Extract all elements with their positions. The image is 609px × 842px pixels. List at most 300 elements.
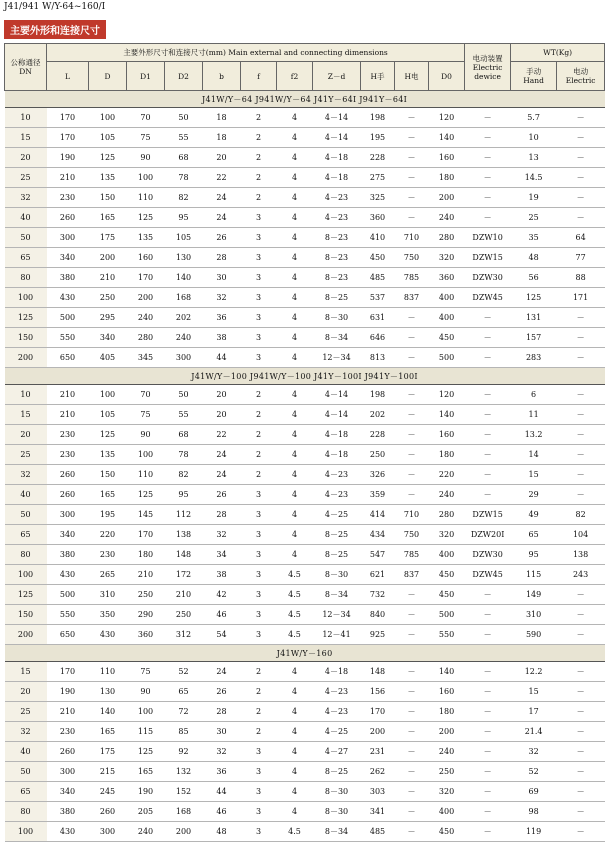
cell-d0: 400	[429, 545, 465, 565]
cell-d: 215	[89, 762, 127, 782]
cell-h-hand: 341	[361, 802, 395, 822]
cell-wt-hand: 11	[511, 405, 557, 425]
table-row	[5, 822, 605, 842]
cell-d: 130	[89, 682, 127, 702]
cell-h-electric: －	[395, 682, 429, 702]
cell-d2: 168	[165, 288, 203, 308]
table-row	[5, 465, 605, 485]
cell-f: 3	[241, 782, 277, 802]
cell-d0: 120	[429, 108, 465, 128]
cell-h-hand: 485	[361, 268, 395, 288]
cell-wt-hand: 21.4	[511, 722, 557, 742]
cell-f2: 4.5	[277, 822, 313, 842]
cell-d: 165	[89, 722, 127, 742]
table-row	[5, 782, 605, 802]
cell-d0: 250	[429, 762, 465, 782]
cell-wt-electric: －	[557, 188, 605, 208]
cell-f: 2	[241, 108, 277, 128]
cell-zd: 4－18	[313, 662, 361, 682]
cell-zd: 8－34	[313, 822, 361, 842]
cell-l: 300	[47, 762, 89, 782]
cell-d: 200	[89, 248, 127, 268]
cell-device: DZW15	[465, 505, 511, 525]
cell-d: 100	[89, 385, 127, 405]
table-row	[5, 268, 605, 288]
cell-d: 110	[89, 662, 127, 682]
cell-wt-electric: 77	[557, 248, 605, 268]
cell-b: 20	[203, 148, 241, 168]
cell-d1: 360	[127, 625, 165, 645]
cell-h-hand: 170	[361, 702, 395, 722]
header-weight-electric	[557, 62, 605, 91]
cell-f2: 4	[277, 268, 313, 288]
cell-dn: 15	[5, 128, 47, 148]
cell-l: 340	[47, 782, 89, 802]
cell-b: 42	[203, 585, 241, 605]
cell-device: －	[465, 585, 511, 605]
cell-f: 3	[241, 625, 277, 645]
cell-h-electric: －	[395, 585, 429, 605]
cell-f2: 4	[277, 128, 313, 148]
cell-zd: 8－25	[313, 288, 361, 308]
cell-device: －	[465, 188, 511, 208]
section-label: 主要外形和连接尺寸	[4, 20, 106, 39]
cell-wt-electric: －	[557, 348, 605, 368]
cell-d2: 240	[165, 328, 203, 348]
table-row	[5, 625, 605, 645]
cell-f2: 4	[277, 228, 313, 248]
cell-b: 28	[203, 702, 241, 722]
cell-dn: 65	[5, 248, 47, 268]
cell-dn: 15	[5, 662, 47, 682]
cell-h-hand: 303	[361, 782, 395, 802]
cell-wt-hand: 283	[511, 348, 557, 368]
table-row	[5, 762, 605, 782]
cell-l: 550	[47, 328, 89, 348]
cell-wt-hand: 52	[511, 762, 557, 782]
cell-d2: 138	[165, 525, 203, 545]
cell-l: 230	[47, 425, 89, 445]
cell-wt-electric: －	[557, 662, 605, 682]
cell-l: 230	[47, 445, 89, 465]
cell-f2: 4	[277, 288, 313, 308]
table-row	[5, 702, 605, 722]
cell-f2: 4	[277, 762, 313, 782]
cell-zd: 8－23	[313, 228, 361, 248]
cell-d1: 75	[127, 128, 165, 148]
cell-h-hand: 410	[361, 228, 395, 248]
cell-wt-electric: 104	[557, 525, 605, 545]
cell-h-hand: 195	[361, 128, 395, 148]
cell-device: －	[465, 625, 511, 645]
cell-d2: 112	[165, 505, 203, 525]
header-device-en2: dewice	[474, 71, 501, 81]
table-row	[5, 525, 605, 545]
cell-d2: 52	[165, 662, 203, 682]
cell-wt-electric: －	[557, 682, 605, 702]
cell-wt-electric: 82	[557, 505, 605, 525]
cell-d0: 450	[429, 585, 465, 605]
cell-h-electric: －	[395, 168, 429, 188]
cell-dn: 80	[5, 545, 47, 565]
cell-d1: 170	[127, 525, 165, 545]
cell-device: －	[465, 722, 511, 742]
cell-d: 250	[89, 288, 127, 308]
cell-l: 380	[47, 545, 89, 565]
group-row	[5, 91, 605, 108]
header-col-d1: D1	[127, 62, 165, 91]
cell-wt-hand: 6	[511, 385, 557, 405]
cell-f2: 4	[277, 108, 313, 128]
cell-device: －	[465, 128, 511, 148]
cell-wt-electric: 88	[557, 268, 605, 288]
cell-h-electric: 837	[395, 288, 429, 308]
cell-f2: 4.5	[277, 565, 313, 585]
cell-h-electric: －	[395, 445, 429, 465]
cell-h-hand: 646	[361, 328, 395, 348]
cell-b: 34	[203, 545, 241, 565]
header-weight-group: WT(Kg)	[511, 44, 605, 62]
cell-wt-electric: 138	[557, 545, 605, 565]
cell-l: 500	[47, 585, 89, 605]
cell-device: －	[465, 148, 511, 168]
cell-wt-hand: 157	[511, 328, 557, 348]
cell-h-electric: 710	[395, 505, 429, 525]
cell-wt-hand: 310	[511, 605, 557, 625]
cell-h-electric: －	[395, 328, 429, 348]
cell-wt-hand: 48	[511, 248, 557, 268]
cell-b: 18	[203, 128, 241, 148]
cell-h-hand: 450	[361, 248, 395, 268]
cell-b: 20	[203, 385, 241, 405]
header-dn-zh: 公称通径	[10, 58, 41, 67]
cell-h-hand: 325	[361, 188, 395, 208]
cell-h-hand: 200	[361, 722, 395, 742]
cell-h-electric: －	[395, 722, 429, 742]
cell-h-electric: 785	[395, 268, 429, 288]
cell-dn: 100	[5, 565, 47, 585]
cell-device: DZW10	[465, 228, 511, 248]
cell-zd: 4－23	[313, 682, 361, 702]
cell-d0: 180	[429, 168, 465, 188]
cell-d2: 50	[165, 108, 203, 128]
cell-d2: 78	[165, 168, 203, 188]
cell-h-hand: 732	[361, 585, 395, 605]
cell-dn: 32	[5, 722, 47, 742]
cell-wt-hand: 5.7	[511, 108, 557, 128]
cell-d: 175	[89, 742, 127, 762]
table-row	[5, 168, 605, 188]
cell-wt-hand: 590	[511, 625, 557, 645]
cell-f2: 4	[277, 525, 313, 545]
cell-f: 2	[241, 148, 277, 168]
cell-l: 430	[47, 822, 89, 842]
cell-device: －	[465, 308, 511, 328]
cell-wt-electric: －	[557, 625, 605, 645]
cell-zd: 8－30	[313, 565, 361, 585]
cell-l: 260	[47, 465, 89, 485]
cell-d1: 110	[127, 188, 165, 208]
cell-f: 3	[241, 228, 277, 248]
cell-d2: 68	[165, 148, 203, 168]
cell-h-electric: －	[395, 802, 429, 822]
cell-d1: 75	[127, 662, 165, 682]
cell-d: 140	[89, 702, 127, 722]
cell-h-hand: 250	[361, 445, 395, 465]
cell-device: －	[465, 702, 511, 722]
cell-h-electric: －	[395, 485, 429, 505]
cell-wt-hand: 119	[511, 822, 557, 842]
cell-f2: 4	[277, 405, 313, 425]
cell-d2: 172	[165, 565, 203, 585]
cell-dn: 65	[5, 782, 47, 802]
cell-dn: 20	[5, 425, 47, 445]
cell-f: 3	[241, 545, 277, 565]
cell-device: －	[465, 328, 511, 348]
cell-h-hand: 326	[361, 465, 395, 485]
cell-zd: 4－18	[313, 148, 361, 168]
cell-l: 210	[47, 168, 89, 188]
cell-h-electric: －	[395, 465, 429, 485]
cell-h-hand: 537	[361, 288, 395, 308]
cell-h-hand: 360	[361, 208, 395, 228]
cell-d1: 165	[127, 762, 165, 782]
cell-d2: 312	[165, 625, 203, 645]
cell-h-electric: －	[395, 662, 429, 682]
header-weight-hand	[511, 62, 557, 91]
cell-f2: 4	[277, 308, 313, 328]
cell-dn: 150	[5, 328, 47, 348]
cell-wt-electric: －	[557, 208, 605, 228]
cell-h-electric: 750	[395, 248, 429, 268]
header-electric-en: Electric	[565, 76, 596, 85]
cell-f: 2	[241, 662, 277, 682]
cell-d1: 190	[127, 782, 165, 802]
cell-d1: 75	[127, 405, 165, 425]
cell-h-hand: 198	[361, 385, 395, 405]
cell-d1: 125	[127, 485, 165, 505]
cell-zd: 8－34	[313, 585, 361, 605]
cell-f2: 4	[277, 702, 313, 722]
table-row	[5, 328, 605, 348]
cell-l: 260	[47, 742, 89, 762]
cell-l: 260	[47, 485, 89, 505]
cell-wt-hand: 14	[511, 445, 557, 465]
cell-b: 38	[203, 328, 241, 348]
cell-h-hand: 231	[361, 742, 395, 762]
table-row	[5, 385, 605, 405]
cell-l: 300	[47, 505, 89, 525]
table-row	[5, 188, 605, 208]
cell-f2: 4.5	[277, 625, 313, 645]
cell-f: 3	[241, 288, 277, 308]
header-col-d2: D2	[165, 62, 203, 91]
group-row	[5, 645, 605, 662]
cell-b: 32	[203, 525, 241, 545]
header-col-zd: Z－d	[313, 62, 361, 91]
cell-d1: 180	[127, 545, 165, 565]
cell-d0: 160	[429, 425, 465, 445]
header-electric-zh: 电动	[573, 67, 589, 76]
cell-dn: 100	[5, 288, 47, 308]
cell-l: 210	[47, 405, 89, 425]
cell-zd: 4－25	[313, 505, 361, 525]
cell-device: －	[465, 742, 511, 762]
cell-wt-hand: 29	[511, 485, 557, 505]
table-row	[5, 605, 605, 625]
cell-h-hand: 228	[361, 148, 395, 168]
cell-dn: 20	[5, 148, 47, 168]
cell-d1: 70	[127, 385, 165, 405]
cell-zd: 8－23	[313, 268, 361, 288]
cell-zd: 4－18	[313, 425, 361, 445]
cell-l: 260	[47, 208, 89, 228]
cell-h-electric: －	[395, 405, 429, 425]
cell-d2: 78	[165, 445, 203, 465]
cell-d0: 160	[429, 682, 465, 702]
cell-wt-hand: 98	[511, 802, 557, 822]
cell-b: 24	[203, 445, 241, 465]
cell-f2: 4	[277, 782, 313, 802]
cell-h-hand: 156	[361, 682, 395, 702]
cell-device: －	[465, 605, 511, 625]
cell-h-electric: －	[395, 822, 429, 842]
table-row	[5, 445, 605, 465]
cell-wt-hand: 95	[511, 545, 557, 565]
cell-wt-electric: －	[557, 465, 605, 485]
cell-zd: 4－23	[313, 188, 361, 208]
cell-d2: 50	[165, 385, 203, 405]
cell-d: 210	[89, 268, 127, 288]
cell-f2: 4	[277, 328, 313, 348]
cell-h-electric: －	[395, 108, 429, 128]
cell-device: －	[465, 802, 511, 822]
cell-wt-hand: 10	[511, 128, 557, 148]
cell-device: －	[465, 385, 511, 405]
cell-h-electric: 750	[395, 525, 429, 545]
cell-d2: 140	[165, 268, 203, 288]
cell-b: 32	[203, 742, 241, 762]
cell-device: －	[465, 425, 511, 445]
cell-d: 265	[89, 565, 127, 585]
cell-wt-electric: －	[557, 605, 605, 625]
cell-wt-electric: －	[557, 108, 605, 128]
cell-f: 3	[241, 605, 277, 625]
cell-d: 310	[89, 585, 127, 605]
cell-d: 165	[89, 208, 127, 228]
cell-l: 170	[47, 128, 89, 148]
cell-b: 46	[203, 802, 241, 822]
cell-d: 430	[89, 625, 127, 645]
cell-f2: 4	[277, 248, 313, 268]
cell-b: 48	[203, 822, 241, 842]
table-row	[5, 662, 605, 682]
table-row	[5, 208, 605, 228]
table-row	[5, 682, 605, 702]
header-col-b: b	[203, 62, 241, 91]
header-dn-en: DN	[19, 67, 32, 76]
cell-wt-hand: 25	[511, 208, 557, 228]
cell-d: 125	[89, 148, 127, 168]
cell-zd: 4－14	[313, 128, 361, 148]
cell-device: －	[465, 822, 511, 842]
cell-f2: 4	[277, 545, 313, 565]
cell-f: 2	[241, 445, 277, 465]
cell-d1: 170	[127, 268, 165, 288]
cell-wt-electric: －	[557, 485, 605, 505]
cell-l: 230	[47, 722, 89, 742]
cell-h-electric: －	[395, 425, 429, 445]
cell-h-electric: －	[395, 605, 429, 625]
cell-b: 54	[203, 625, 241, 645]
cell-wt-hand: 149	[511, 585, 557, 605]
cell-l: 210	[47, 702, 89, 722]
cell-l: 190	[47, 682, 89, 702]
cell-zd: 8－34	[313, 328, 361, 348]
cell-d2: 55	[165, 405, 203, 425]
cell-d0: 320	[429, 782, 465, 802]
table-row	[5, 405, 605, 425]
cell-d2: 168	[165, 802, 203, 822]
cell-d2: 65	[165, 682, 203, 702]
cell-f: 2	[241, 128, 277, 148]
cell-d0: 220	[429, 465, 465, 485]
cell-zd: 4－25	[313, 722, 361, 742]
cell-d1: 110	[127, 465, 165, 485]
cell-f2: 4	[277, 802, 313, 822]
cell-h-hand: 631	[361, 308, 395, 328]
cell-l: 170	[47, 662, 89, 682]
cell-f2: 4	[277, 385, 313, 405]
cell-f: 3	[241, 802, 277, 822]
cell-f: 2	[241, 722, 277, 742]
cell-h-hand: 198	[361, 108, 395, 128]
cell-zd: 4－23	[313, 465, 361, 485]
cell-d0: 500	[429, 605, 465, 625]
cell-device: －	[465, 662, 511, 682]
cell-d1: 205	[127, 802, 165, 822]
cell-dn: 150	[5, 605, 47, 625]
cell-b: 18	[203, 108, 241, 128]
header-device-en1: Electric	[472, 62, 503, 72]
cell-d0: 240	[429, 208, 465, 228]
cell-f: 3	[241, 565, 277, 585]
cell-l: 210	[47, 385, 89, 405]
cell-h-hand: 813	[361, 348, 395, 368]
header-dn	[5, 44, 47, 91]
table-row	[5, 505, 605, 525]
cell-l: 340	[47, 525, 89, 545]
cell-zd: 8－30	[313, 802, 361, 822]
group-row	[5, 368, 605, 385]
cell-l: 230	[47, 188, 89, 208]
cell-device: －	[465, 405, 511, 425]
header-col-h-electric: H电	[395, 62, 429, 91]
cell-b: 22	[203, 425, 241, 445]
cell-d: 165	[89, 485, 127, 505]
cell-zd: 12－41	[313, 625, 361, 645]
cell-d0: 140	[429, 128, 465, 148]
cell-d2: 250	[165, 605, 203, 625]
cell-d: 300	[89, 822, 127, 842]
cell-dn: 65	[5, 525, 47, 545]
cell-h-electric: －	[395, 782, 429, 802]
cell-wt-electric: －	[557, 148, 605, 168]
cell-zd: 8－30	[313, 308, 361, 328]
cell-h-electric: －	[395, 385, 429, 405]
cell-wt-hand: 32	[511, 742, 557, 762]
cell-h-electric: 710	[395, 228, 429, 248]
